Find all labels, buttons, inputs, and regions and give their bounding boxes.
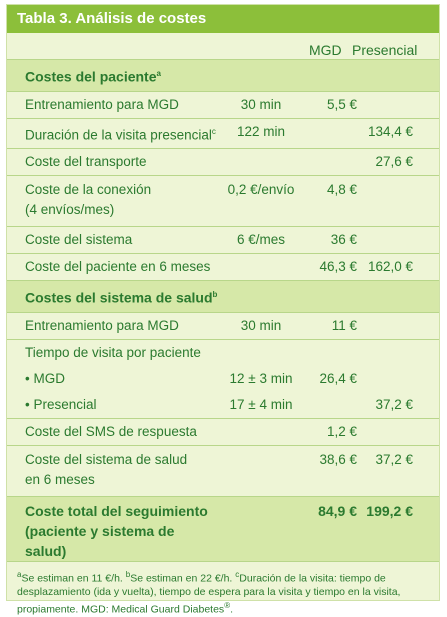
row-mgd: 4,8 € bbox=[305, 176, 361, 227]
row-presencial: 27,6 € bbox=[361, 149, 439, 176]
row-unit: 0,2 €/envío bbox=[217, 176, 305, 227]
table-row bbox=[7, 418, 439, 445]
section-label: Costes del sistema de salud bbox=[25, 289, 213, 306]
footnote-c: Duración de la visita: tiempo de desplazamiento (ida y vuelta), tiempo de espera para la visita y tiempo en la visita, propiamente. MGD: Medical Guard Diabetes bbox=[17, 572, 401, 616]
total-row bbox=[7, 496, 439, 561]
row-mgd: 38,6 € bbox=[305, 445, 361, 496]
row-label: Coste del paciente en 6 meses bbox=[7, 254, 217, 281]
row-mgd bbox=[305, 149, 361, 176]
row-unit: 17 ± 4 min bbox=[229, 396, 293, 412]
row-presencial bbox=[361, 176, 439, 227]
table-row bbox=[7, 392, 439, 419]
table-row bbox=[7, 176, 439, 227]
table-row bbox=[7, 312, 439, 339]
column-presencial: Presencial bbox=[352, 42, 418, 58]
row-label-line2: en 6 meses bbox=[25, 471, 95, 487]
row-presencial: 134,4 € bbox=[361, 118, 439, 149]
footnotes: $^a$Se estiman en 11 €/h. $^b$Se estiman en 22 €/h. $^c$Duración de la visita: tiempo de desplazamiento (ida y vuelta), tiempo de espera para la visita y tiempo en la visita, propiamente. MGD: Medical Guard Diabetes®. bbox=[7, 561, 439, 617]
row-presencial bbox=[361, 418, 439, 445]
total-label: Coste total del seguimiento bbox=[25, 502, 208, 519]
row-mgd: 11 € bbox=[305, 312, 361, 339]
row-presencial bbox=[361, 227, 439, 254]
column-mgd: MGD bbox=[309, 42, 342, 58]
table-row bbox=[7, 91, 439, 118]
row-label: Entrenamiento para MGD bbox=[7, 312, 217, 339]
row-unit: 30 min bbox=[217, 91, 305, 118]
footnote-mark: a bbox=[156, 69, 161, 78]
row-label: Tiempo de visita por paciente bbox=[7, 339, 217, 366]
footnote-b: Se estiman en 22 €/h. bbox=[130, 572, 233, 585]
section-health-system bbox=[7, 281, 439, 313]
row-unit: 122 min bbox=[217, 118, 305, 149]
row-unit bbox=[217, 339, 305, 366]
row-label: Coste del sistema bbox=[7, 227, 217, 254]
row-presencial: 37,2 € bbox=[375, 396, 414, 412]
row-presencial bbox=[361, 312, 439, 339]
table-row bbox=[7, 339, 439, 366]
row-label: Coste del transporte bbox=[7, 149, 217, 176]
row-presencial: 37,2 € bbox=[361, 445, 439, 496]
row-label: Coste de la conexión bbox=[25, 182, 152, 198]
section-patient bbox=[7, 60, 439, 92]
row-label: Duración de la visita presencial bbox=[25, 127, 212, 143]
table-title: Tabla 3. Análisis de costes bbox=[7, 5, 439, 33]
footnote-mark: c bbox=[211, 126, 216, 136]
cost-table-frame bbox=[6, 4, 440, 616]
row-mgd: 46,3 € bbox=[305, 254, 361, 281]
row-unit bbox=[217, 418, 305, 445]
table-row bbox=[7, 366, 439, 392]
registered-mark: ® bbox=[224, 601, 231, 611]
footnote-mark: b bbox=[212, 290, 218, 300]
row-label: Coste del SMS de respuesta bbox=[7, 418, 217, 445]
table-row bbox=[7, 254, 439, 281]
row-mgd: 1,2 € bbox=[305, 418, 361, 445]
footnote-a: Se estiman en 11 €/h. bbox=[21, 572, 123, 585]
row-unit: 12 ± 3 min bbox=[229, 370, 293, 386]
cost-table bbox=[7, 59, 439, 561]
total-presencial: 199,2 € bbox=[361, 496, 439, 561]
row-unit bbox=[217, 254, 305, 281]
table-row bbox=[7, 118, 439, 149]
row-mgd: 26,4 € bbox=[319, 370, 357, 386]
row-label: • Presencial bbox=[25, 396, 97, 412]
row-unit bbox=[217, 445, 305, 496]
row-mgd bbox=[305, 392, 361, 419]
column-header bbox=[7, 33, 439, 59]
row-presencial bbox=[361, 91, 439, 118]
table-row bbox=[7, 445, 439, 496]
row-unit: 6 €/mes bbox=[217, 227, 305, 254]
total-mgd: 84,9 € bbox=[305, 496, 361, 561]
row-mgd: 5,5 € bbox=[305, 91, 361, 118]
row-label-line2: (4 envíos/mes) bbox=[25, 202, 115, 218]
row-unit bbox=[217, 149, 305, 176]
row-label: Coste del sistema de salud bbox=[25, 451, 188, 467]
row-mgd bbox=[305, 339, 361, 366]
row-label: Entrenamiento para MGD bbox=[7, 91, 217, 118]
row-presencial bbox=[361, 366, 439, 392]
row-label: • MGD bbox=[25, 370, 65, 386]
table-row bbox=[7, 149, 439, 176]
row-unit: 30 min bbox=[217, 312, 305, 339]
row-mgd bbox=[305, 118, 361, 149]
table-row bbox=[7, 227, 439, 254]
row-mgd: 36 € bbox=[305, 227, 361, 254]
row-presencial: 162,0 € bbox=[361, 254, 439, 281]
section-label: Costes del paciente bbox=[25, 68, 157, 85]
row-presencial bbox=[361, 339, 439, 366]
total-label-line2: (paciente y sistema de salud) bbox=[25, 522, 175, 559]
